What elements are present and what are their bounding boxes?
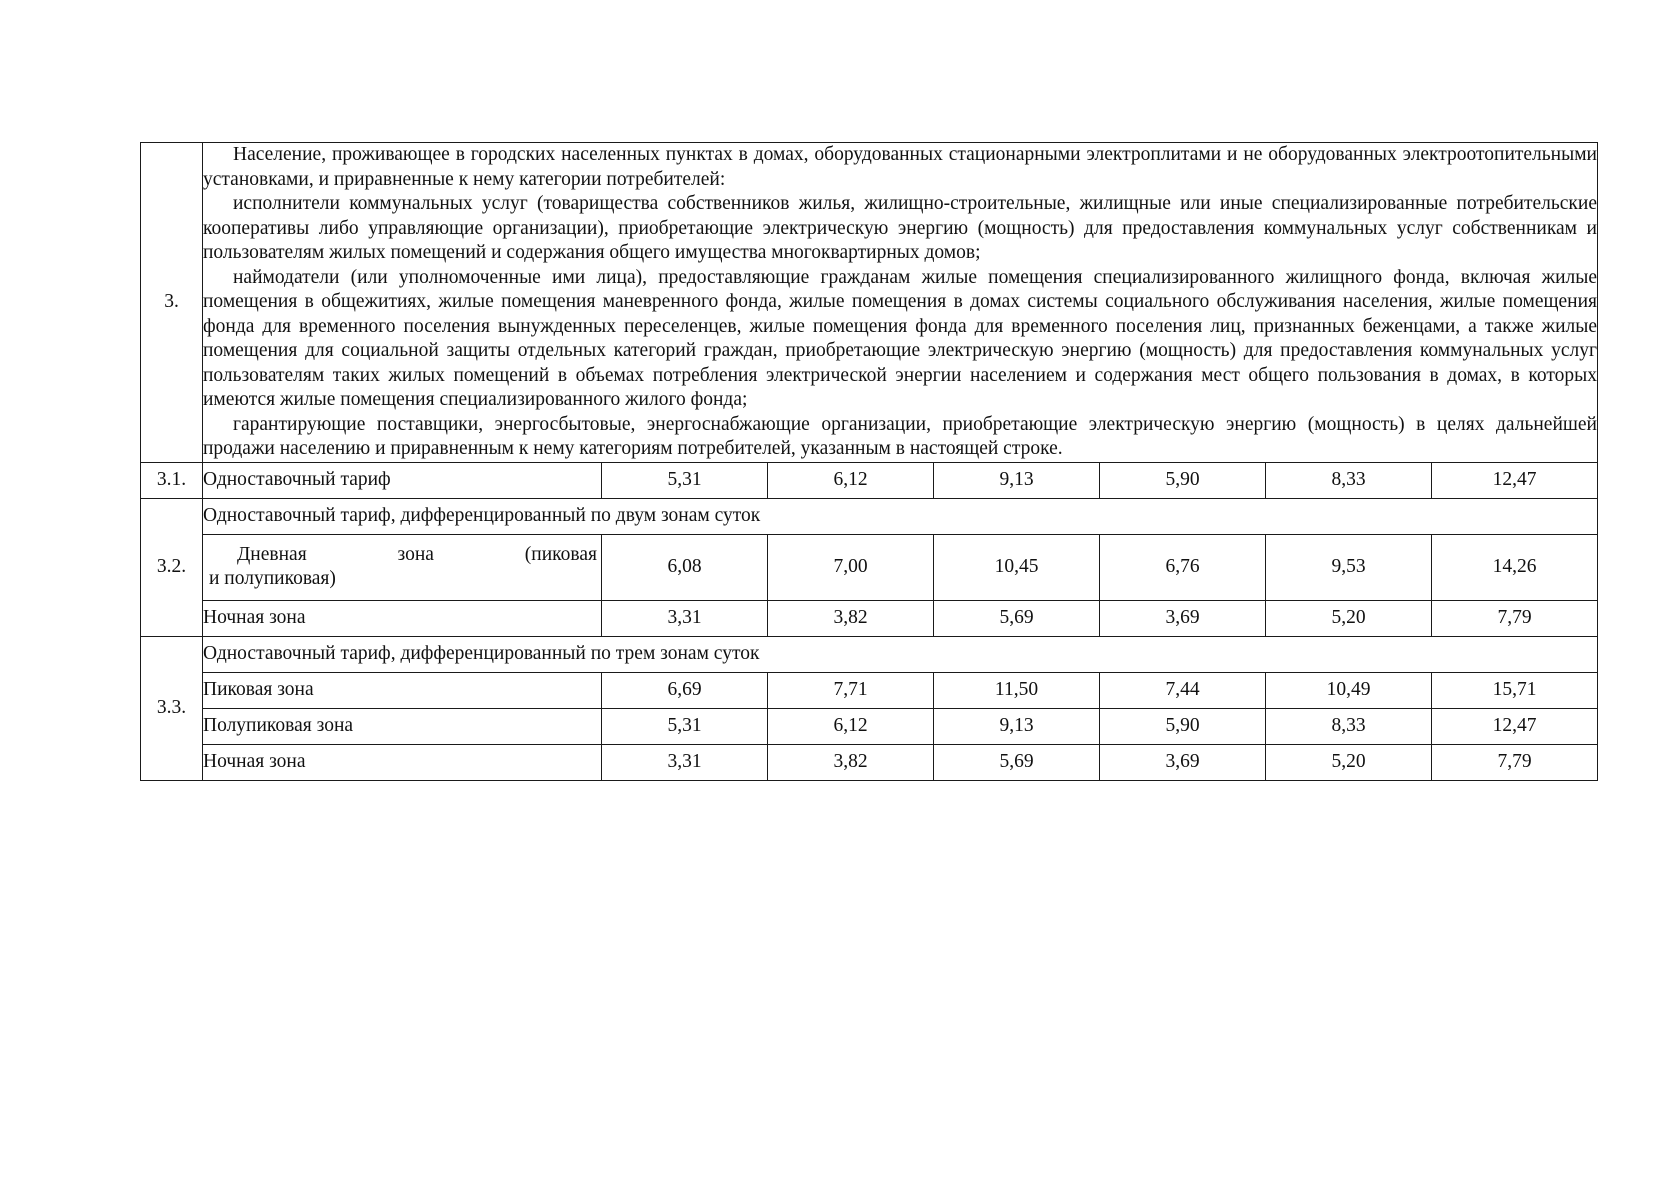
row-label: Ночная зона bbox=[203, 744, 602, 780]
row-number: 3.1. bbox=[141, 462, 203, 498]
value-cell: 3,31 bbox=[602, 744, 768, 780]
value-cell: 9,53 bbox=[1266, 534, 1432, 600]
value-cell: 15,71 bbox=[1432, 672, 1598, 708]
value-cell: 11,50 bbox=[934, 672, 1100, 708]
table-row bbox=[141, 462, 1598, 498]
row-number: 3.3. bbox=[141, 636, 203, 780]
table-row bbox=[141, 744, 1598, 780]
section-paragraph: исполнители коммунальных услуг (товарищества собственников жилья, жилищно-строительные, жилищные или иные специализированные потребительские кооперативы либо управляющие организации), приобретающие электрическую энергию (мощность) для предоставления коммунальных услуг собственникам и пользователям жилых помещений и содержания общего имущества многоквартирных домов; bbox=[203, 193, 1597, 263]
value-cell: 14,26 bbox=[1432, 534, 1598, 600]
table-row bbox=[141, 672, 1598, 708]
value-cell: 3,82 bbox=[768, 600, 934, 636]
value-cell: 10,49 bbox=[1266, 672, 1432, 708]
section-paragraph: Население, проживающее в городских населенных пунктах в домах, оборудованных стационарными электроплитами и не оборудованных электроотопительными установками, и приравненные к нему категории потребителей: bbox=[203, 144, 1597, 190]
section-paragraph: гарантирующие поставщики, энергосбытовые, энергоснабжающие организации, приобретающие электрическую энергию (мощность) в целях дальнейшей продажи населению и приравненным к нему категориям потребителей, указанным в настоящей строке. bbox=[203, 413, 1597, 459]
value-cell: 5,20 bbox=[1266, 744, 1432, 780]
value-cell: 5,31 bbox=[602, 708, 768, 744]
row-number: 3.2. bbox=[141, 498, 203, 636]
value-cell: 12,47 bbox=[1432, 462, 1598, 498]
tariff-table bbox=[140, 142, 1598, 781]
value-cell: 9,13 bbox=[934, 708, 1100, 744]
table-row bbox=[141, 534, 1598, 600]
table-row bbox=[141, 600, 1598, 636]
value-cell: 5,20 bbox=[1266, 600, 1432, 636]
section-description bbox=[203, 143, 1598, 463]
value-cell: 7,79 bbox=[1432, 600, 1598, 636]
value-cell: 6,08 bbox=[602, 534, 768, 600]
row-label: Одноставочный тариф, дифференцированный по двум зонам суток bbox=[203, 498, 1598, 534]
value-cell: 12,47 bbox=[1432, 708, 1598, 744]
row-label bbox=[203, 534, 602, 600]
value-cell: 5,90 bbox=[1100, 708, 1266, 744]
row-label: Одноставочный тариф bbox=[203, 462, 602, 498]
value-cell: 5,90 bbox=[1100, 462, 1266, 498]
value-cell: 6,12 bbox=[768, 708, 934, 744]
row-label: Одноставочный тариф, дифференцированный по трем зонам суток bbox=[203, 636, 1598, 672]
value-cell: 10,45 bbox=[934, 534, 1100, 600]
section-number: 3. bbox=[141, 143, 203, 463]
value-cell: 6,69 bbox=[602, 672, 768, 708]
value-cell: 3,82 bbox=[768, 744, 934, 780]
value-cell: 5,69 bbox=[934, 600, 1100, 636]
label-word: зона bbox=[397, 543, 434, 565]
label-word: (пиковая bbox=[524, 543, 597, 565]
value-cell: 8,33 bbox=[1266, 708, 1432, 744]
value-cell: 3,69 bbox=[1100, 600, 1266, 636]
value-cell: 3,31 bbox=[602, 600, 768, 636]
value-cell: 7,44 bbox=[1100, 672, 1266, 708]
value-cell: 7,00 bbox=[768, 534, 934, 600]
table-row bbox=[141, 636, 1598, 672]
value-cell: 3,69 bbox=[1100, 744, 1266, 780]
value-cell: 9,13 bbox=[934, 462, 1100, 498]
section-row bbox=[141, 143, 1598, 463]
value-cell: 7,79 bbox=[1432, 744, 1598, 780]
value-cell: 8,33 bbox=[1266, 462, 1432, 498]
row-label: Полупиковая зона bbox=[203, 708, 602, 744]
row-label: Пиковая зона bbox=[203, 672, 602, 708]
table-row bbox=[141, 708, 1598, 744]
value-cell: 6,76 bbox=[1100, 534, 1266, 600]
value-cell: 5,31 bbox=[602, 462, 768, 498]
value-cell: 5,69 bbox=[934, 744, 1100, 780]
row-label: Ночная зона bbox=[203, 600, 602, 636]
table-row bbox=[141, 498, 1598, 534]
value-cell: 7,71 bbox=[768, 672, 934, 708]
section-paragraph: наймодатели (или уполномоченные ими лица), предоставляющие гражданам жилые помещения специализированного жилищного фонда, включая жилые помещения в общежитиях, жилые помещения маневренного фонда, жилые помещения в домах системы социального обслуживания населения, жилые помещения фонда для временного поселения вынужденных переселенцев, жилые помещения фонда для временного поселения лиц, признанных беженцами, а также жилые помещения для социальной защиты отдельных категорий граждан, приобретающие электрическую энергию (мощность) для предоставления коммунальных услуг пользователям таких жилых помещений в объемах потребления электрической энергии населением и содержания мест общего пользования в домах, в которых имеются жилые помещения специализированного жилого фонда; bbox=[203, 266, 1597, 410]
value-cell: 6,12 bbox=[768, 462, 934, 498]
label-word: Дневная bbox=[237, 543, 307, 565]
label-line: и полупиковая) bbox=[209, 568, 336, 589]
